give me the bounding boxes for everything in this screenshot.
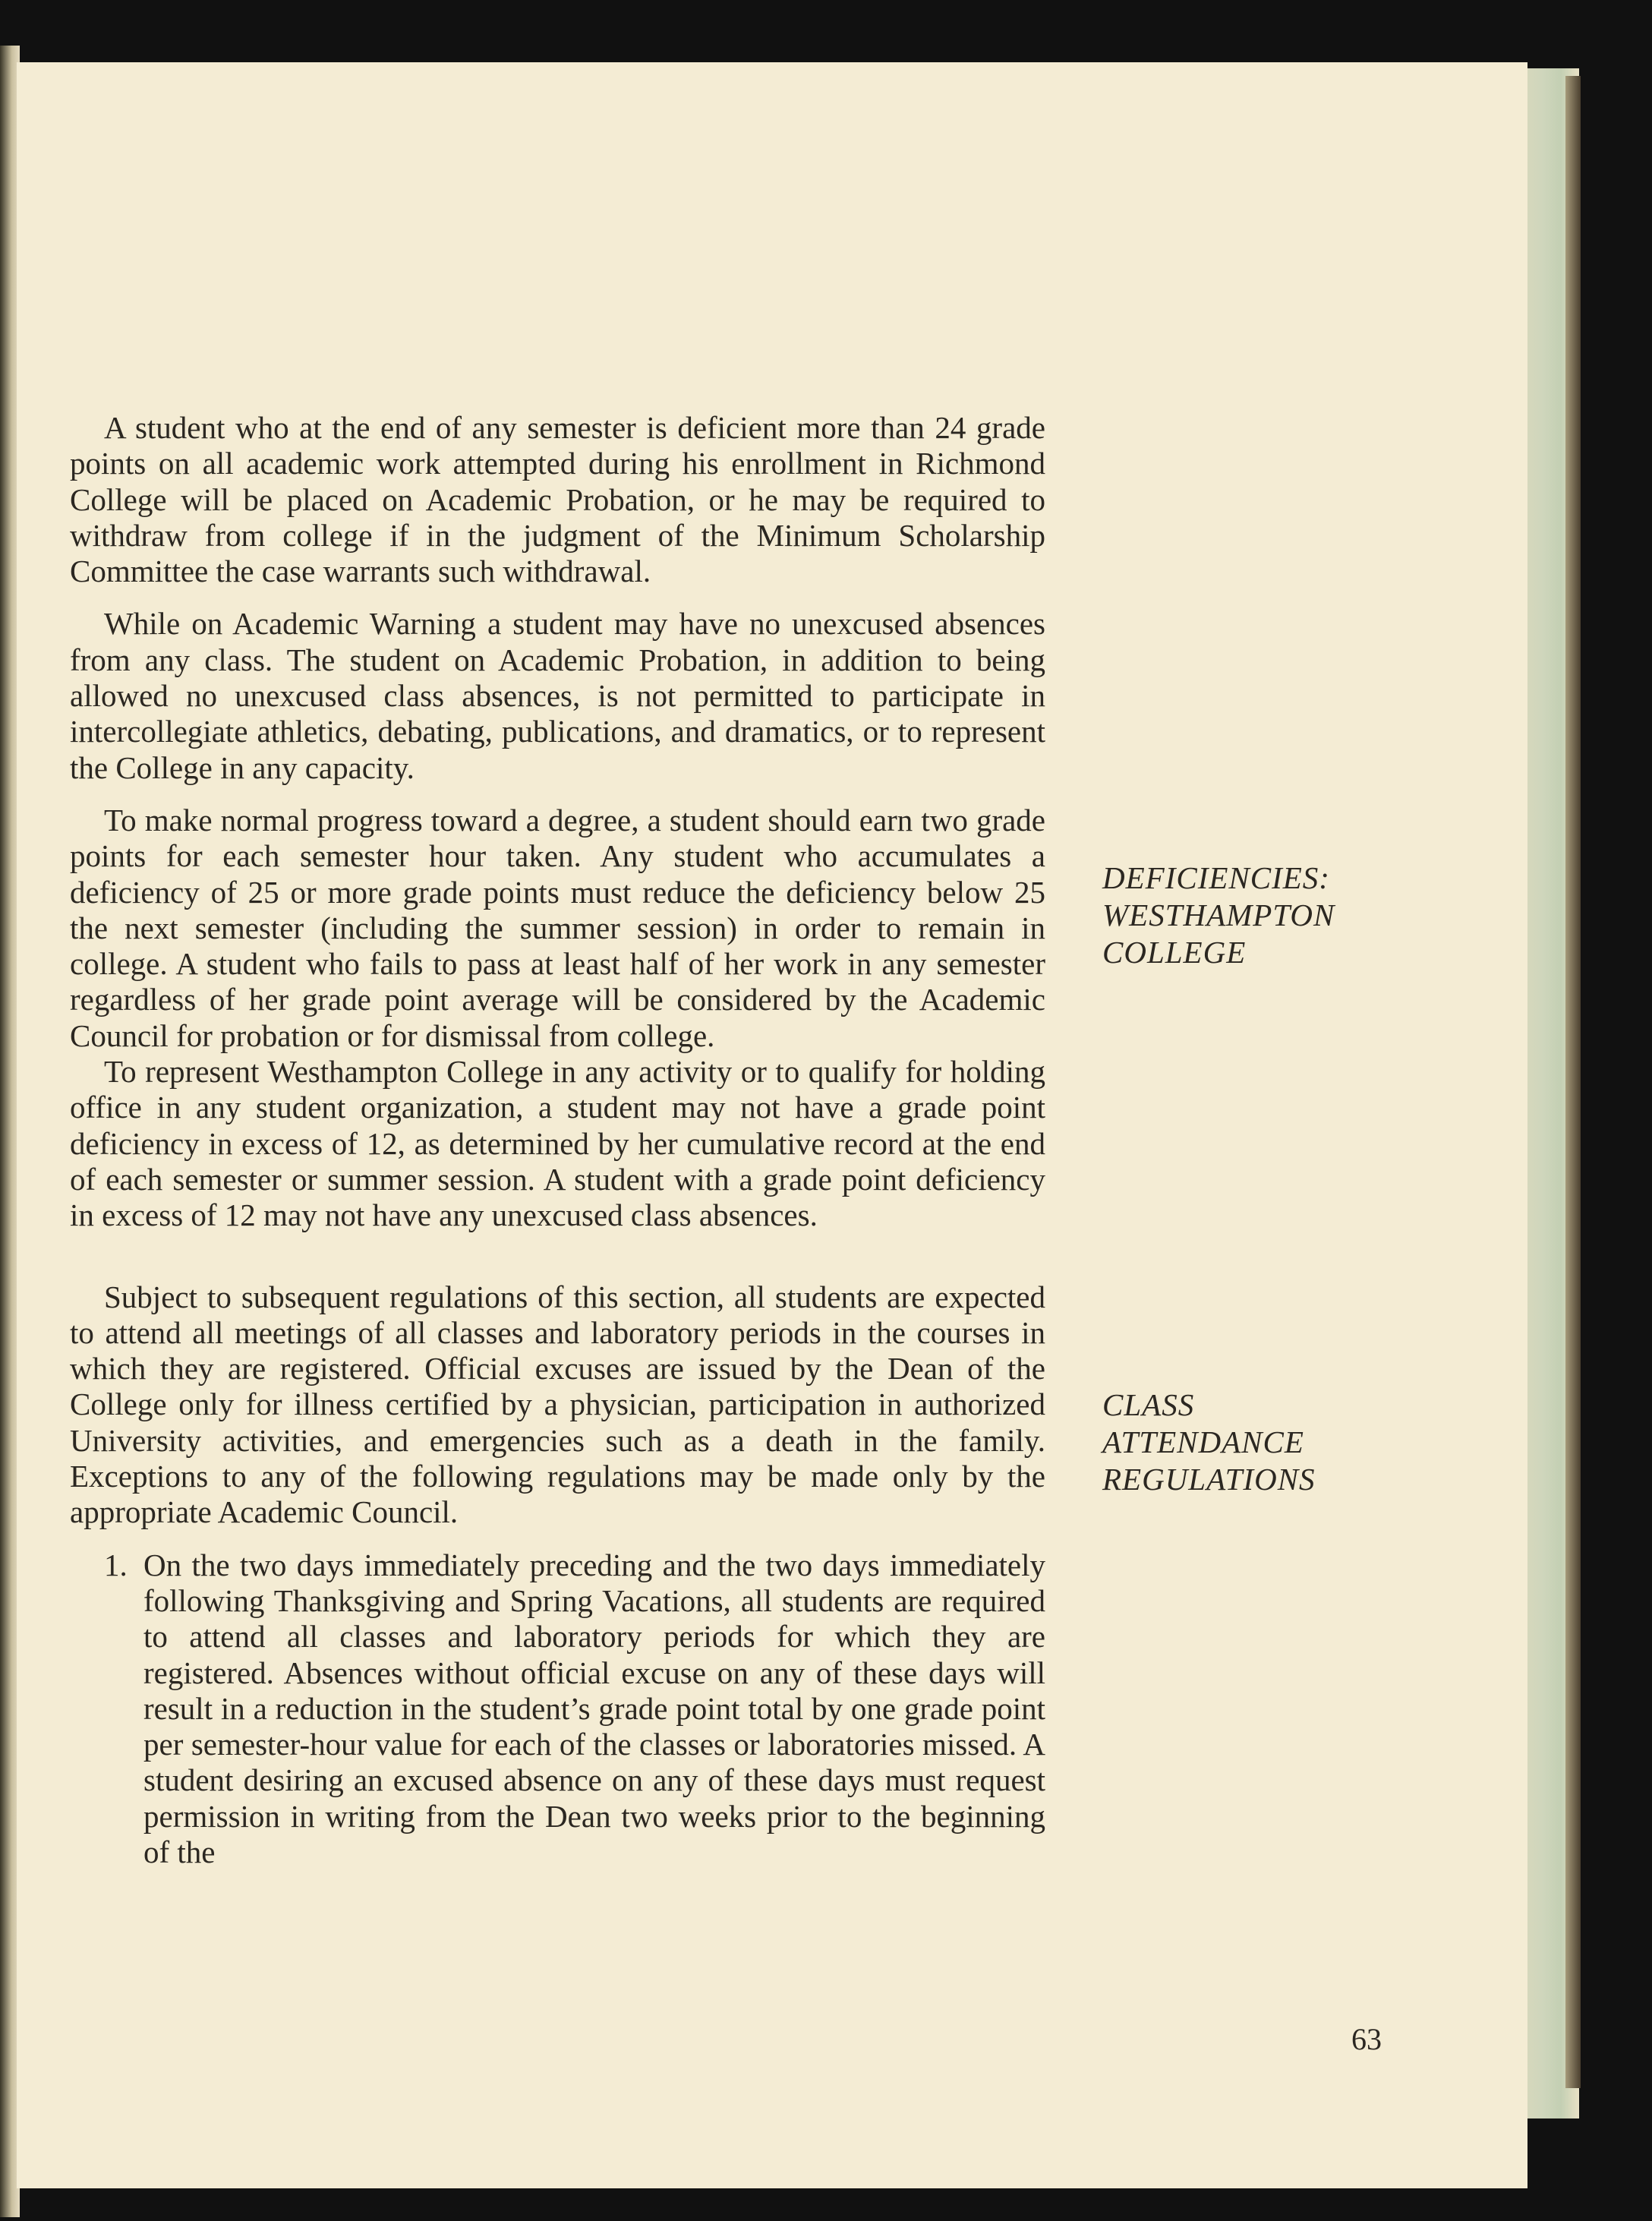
paragraph-representation: To represent Westhampton College in any activity or to qualify for holding office in any student organization, a student may not have a grade point deficiency in excess of 12, as determined by her cumulative record at the end of each semester or summer session. A student with a grade point deficiency in excess of 12 may not have any unexcused class absences. [70,1054,1045,1233]
sidehead-deficiencies [1102,860,1436,971]
paragraph-academic-warning: While on Academic Warning a student may have no unexcused absences from any class. The student on Academic Probation, in addition to being allowed no unexcused class absences, is not permitted to participate in intercollegiate athletics, debating, publications, and dramatics, or to represent the College in any capacity. [70,606,1045,785]
list-item-text: On the two days immediately preceding and the two days immediately following Thanksgiving and Spring Vacations, all students are required to attend all classes and laboratory periods for which they are registered. Absences without official excuse on any of these days will result in a reduction in the student’s grade point total by one grade point per semester-hour value for each of the classes or laboratories missed. A student desiring an excused absence on any of these days must request permission in writing from the Dean two weeks prior to the beginning of the [143,1547,1045,1869]
sidehead-line: DEFICIENCIES: [1102,860,1330,895]
book-cover-edge [1565,76,1581,2088]
sidehead-line: ATTENDANCE [1102,1424,1304,1459]
list-item [70,1547,1045,1871]
sidehead-line: CLASS [1102,1387,1195,1422]
sidehead-line: COLLEGE [1102,935,1247,970]
sidehead-line: REGULATIONS [1102,1462,1316,1497]
list-item-number: 1. [104,1547,128,1582]
paragraph-academic-probation: A student who at the end of any semester is deficient more than 24 grade points on all academic work attempted during his enrollment in Richmond College will be placed on Academic Probation, or he may be required to withdraw from college if in the judgment of the Minimum Scholarship Committee the case warrants such withdrawal. [70,410,1045,589]
sidehead-class-attendance [1102,1387,1436,1498]
sidehead-line: WESTHAMPTON [1102,898,1335,932]
paragraph-class-attendance: Subject to subsequent regulations of this section, all students are expected to attend all meetings of all classes and laboratory periods in the courses in which they are registered. Official excuses are issued by the Dean of the College only for illness certified by a physician, participation in authorized University activities, and emergencies such as a death in the family. Exceptions to any of the following regulations may be made only by the appropriate Academic Council. [70,1279,1045,1530]
main-text-column [70,410,1045,1870]
paragraph-normal-progress: To make normal progress toward a degree, a student should earn two grade points for each semester hour taken. Any student who accumulates a deficiency of 25 or more grade points must reduce the deficiency below 25 the next semester (including the summer session) in order to remain in college. A student who fails to pass at least half of her work in any semester regardless of her grade point average will be considered by the Academic Council for probation or for dismissal from college. [70,802,1045,1053]
page-number: 63 [1351,2022,1382,2056]
